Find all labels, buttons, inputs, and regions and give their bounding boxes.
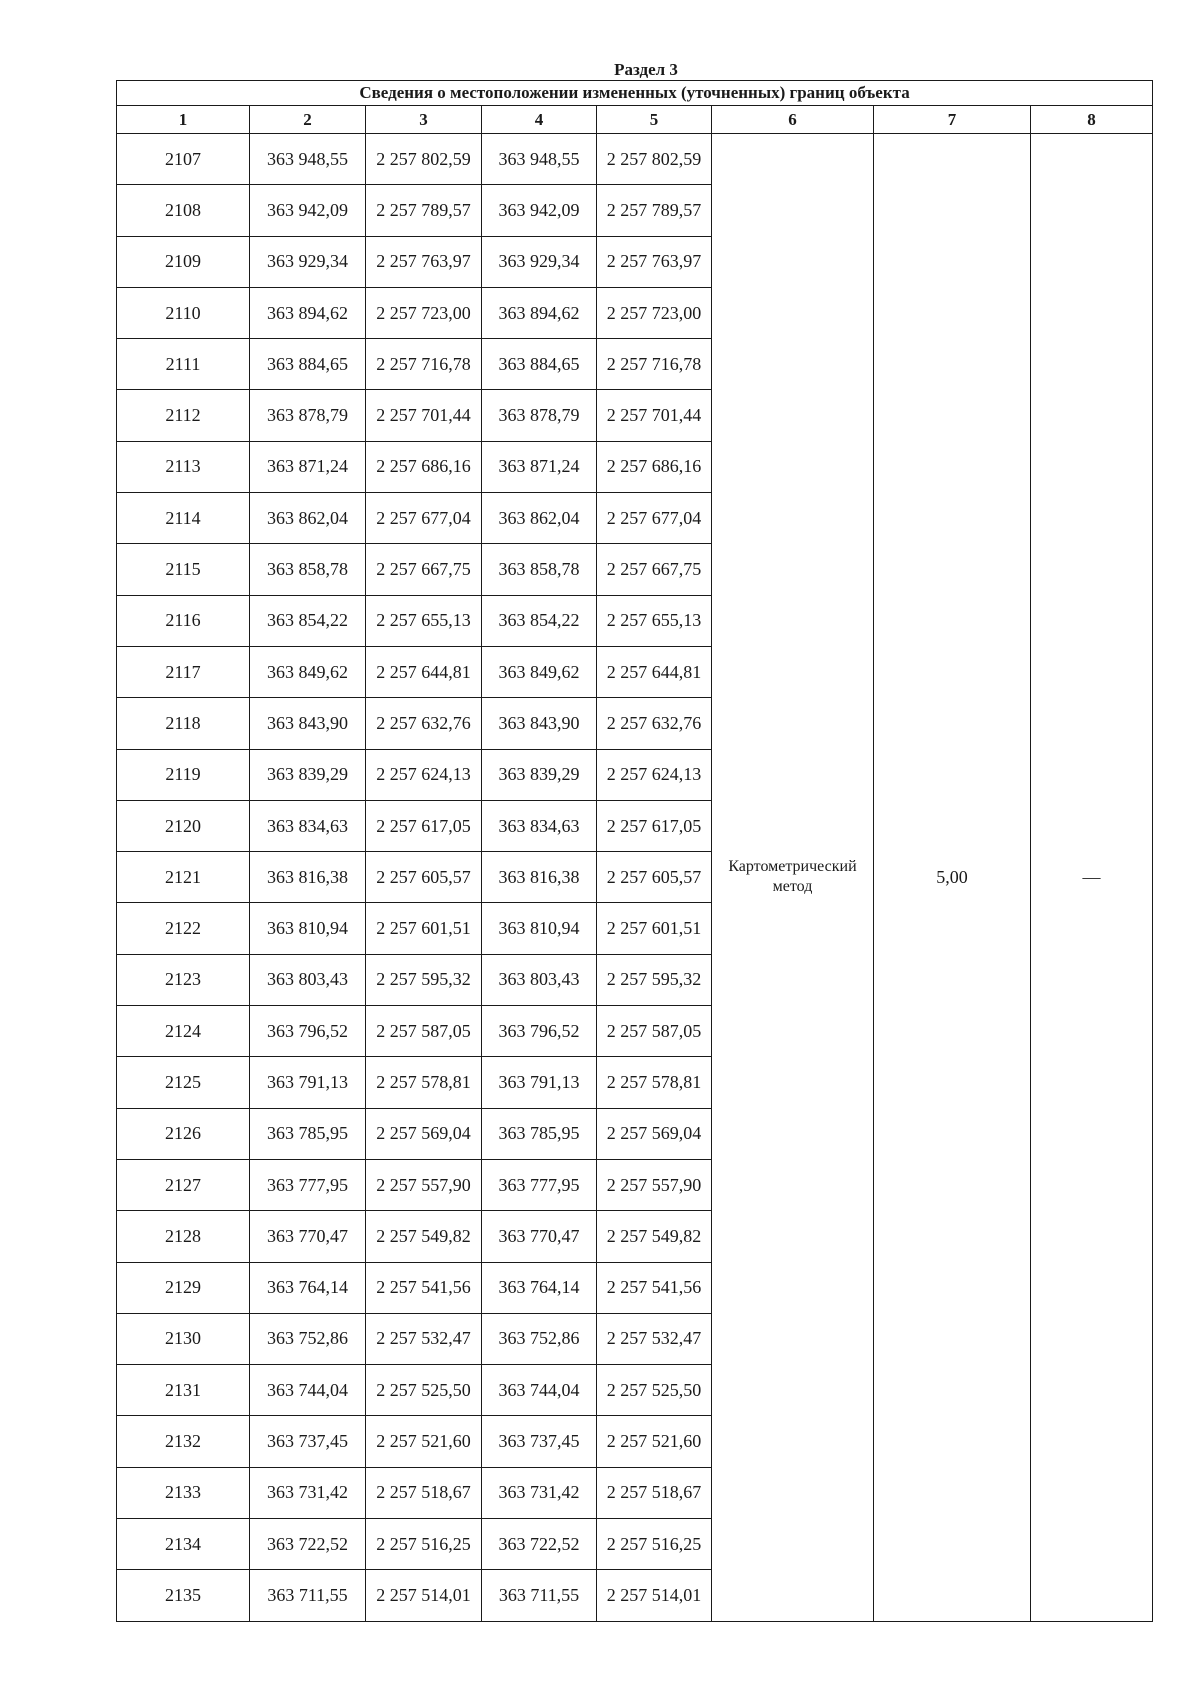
- x-old-cell: 363 803,43: [250, 954, 366, 1005]
- y-new-cell: 2 257 667,75: [597, 544, 712, 595]
- x-new-cell: 363 803,43: [482, 954, 597, 1005]
- x-new-cell: 363 843,90: [482, 698, 597, 749]
- y-old-cell: 2 257 605,57: [366, 852, 482, 903]
- y-new-cell: 2 257 686,16: [597, 441, 712, 492]
- x-old-cell: 363 816,38: [250, 852, 366, 903]
- x-new-cell: 363 862,04: [482, 493, 597, 544]
- x-old-cell: 363 862,04: [250, 493, 366, 544]
- y-old-cell: 2 257 587,05: [366, 1006, 482, 1057]
- y-old-cell: 2 257 516,25: [366, 1519, 482, 1570]
- x-old-cell: 363 929,34: [250, 236, 366, 287]
- section-title: Раздел 3: [614, 60, 678, 79]
- x-new-cell: 363 834,63: [482, 800, 597, 851]
- y-new-cell: 2 257 789,57: [597, 185, 712, 236]
- x-new-cell: 363 785,95: [482, 1108, 597, 1159]
- x-old-cell: 363 722,52: [250, 1519, 366, 1570]
- point-number-cell: 2109: [117, 236, 250, 287]
- point-number-cell: 2117: [117, 646, 250, 697]
- x-old-cell: 363 711,55: [250, 1570, 366, 1621]
- x-old-cell: 363 810,94: [250, 903, 366, 954]
- x-new-cell: 363 764,14: [482, 1262, 597, 1313]
- y-old-cell: 2 257 595,32: [366, 954, 482, 1005]
- table-body: [117, 134, 1153, 1622]
- point-number-cell: 2123: [117, 954, 250, 1005]
- point-number-cell: 2112: [117, 390, 250, 441]
- y-old-cell: 2 257 521,60: [366, 1416, 482, 1467]
- y-old-cell: 2 257 624,13: [366, 749, 482, 800]
- point-number-cell: 2111: [117, 339, 250, 390]
- y-new-cell: 2 257 521,60: [597, 1416, 712, 1467]
- x-new-cell: 363 770,47: [482, 1211, 597, 1262]
- y-new-cell: 2 257 802,59: [597, 134, 712, 185]
- y-new-cell: 2 257 701,44: [597, 390, 712, 441]
- y-new-cell: 2 257 723,00: [597, 287, 712, 338]
- y-new-cell: 2 257 601,51: [597, 903, 712, 954]
- column-number: 2: [250, 106, 366, 134]
- point-number-cell: 2108: [117, 185, 250, 236]
- x-old-cell: 363 737,45: [250, 1416, 366, 1467]
- y-new-cell: 2 257 624,13: [597, 749, 712, 800]
- x-new-cell: 363 894,62: [482, 287, 597, 338]
- y-new-cell: 2 257 541,56: [597, 1262, 712, 1313]
- y-new-cell: 2 257 532,47: [597, 1313, 712, 1364]
- y-old-cell: 2 257 763,97: [366, 236, 482, 287]
- point-number-cell: 2130: [117, 1313, 250, 1364]
- y-old-cell: 2 257 518,67: [366, 1467, 482, 1518]
- column-number: 3: [366, 106, 482, 134]
- point-number-cell: 2124: [117, 1006, 250, 1057]
- point-number-cell: 2121: [117, 852, 250, 903]
- x-old-cell: 363 871,24: [250, 441, 366, 492]
- point-number-cell: 2134: [117, 1519, 250, 1570]
- x-new-cell: 363 722,52: [482, 1519, 597, 1570]
- accuracy-cell: 5,00: [874, 134, 1031, 1622]
- point-number-cell: 2119: [117, 749, 250, 800]
- x-old-cell: 363 843,90: [250, 698, 366, 749]
- x-old-cell: 363 894,62: [250, 287, 366, 338]
- y-new-cell: 2 257 557,90: [597, 1159, 712, 1210]
- point-number-cell: 2116: [117, 595, 250, 646]
- method-cell: Картометрический метод: [712, 134, 874, 1622]
- x-new-cell: 363 878,79: [482, 390, 597, 441]
- y-old-cell: 2 257 578,81: [366, 1057, 482, 1108]
- x-old-cell: 363 791,13: [250, 1057, 366, 1108]
- y-new-cell: 2 257 605,57: [597, 852, 712, 903]
- x-old-cell: 363 752,86: [250, 1313, 366, 1364]
- y-new-cell: 2 257 516,25: [597, 1519, 712, 1570]
- point-number-cell: 2107: [117, 134, 250, 185]
- x-old-cell: 363 942,09: [250, 185, 366, 236]
- y-old-cell: 2 257 617,05: [366, 800, 482, 851]
- column-number: 6: [712, 106, 874, 134]
- y-old-cell: 2 257 557,90: [366, 1159, 482, 1210]
- x-old-cell: 363 849,62: [250, 646, 366, 697]
- x-old-cell: 363 731,42: [250, 1467, 366, 1518]
- point-number-cell: 2132: [117, 1416, 250, 1467]
- x-old-cell: 363 764,14: [250, 1262, 366, 1313]
- x-new-cell: 363 711,55: [482, 1570, 597, 1621]
- x-old-cell: 363 777,95: [250, 1159, 366, 1210]
- y-new-cell: 2 257 763,97: [597, 236, 712, 287]
- x-new-cell: 363 731,42: [482, 1467, 597, 1518]
- x-new-cell: 363 849,62: [482, 646, 597, 697]
- x-new-cell: 363 816,38: [482, 852, 597, 903]
- x-new-cell: 363 752,86: [482, 1313, 597, 1364]
- column-number: 7: [874, 106, 1031, 134]
- y-old-cell: 2 257 601,51: [366, 903, 482, 954]
- point-number-cell: 2115: [117, 544, 250, 595]
- x-old-cell: 363 858,78: [250, 544, 366, 595]
- table-row: [117, 134, 1153, 185]
- x-old-cell: 363 770,47: [250, 1211, 366, 1262]
- point-number-cell: 2131: [117, 1365, 250, 1416]
- x-new-cell: 363 810,94: [482, 903, 597, 954]
- point-number-cell: 2127: [117, 1159, 250, 1210]
- column-number: 8: [1031, 106, 1153, 134]
- y-new-cell: 2 257 569,04: [597, 1108, 712, 1159]
- point-number-cell: 2120: [117, 800, 250, 851]
- y-old-cell: 2 257 525,50: [366, 1365, 482, 1416]
- y-new-cell: 2 257 716,78: [597, 339, 712, 390]
- y-new-cell: 2 257 518,67: [597, 1467, 712, 1518]
- y-new-cell: 2 257 578,81: [597, 1057, 712, 1108]
- point-number-cell: 2114: [117, 493, 250, 544]
- point-number-cell: 2128: [117, 1211, 250, 1262]
- x-old-cell: 363 785,95: [250, 1108, 366, 1159]
- column-number: 1: [117, 106, 250, 134]
- x-new-cell: 363 871,24: [482, 441, 597, 492]
- y-new-cell: 2 257 644,81: [597, 646, 712, 697]
- point-number-cell: 2129: [117, 1262, 250, 1313]
- y-old-cell: 2 257 644,81: [366, 646, 482, 697]
- x-new-cell: 363 839,29: [482, 749, 597, 800]
- point-number-cell: 2133: [117, 1467, 250, 1518]
- x-new-cell: 363 929,34: [482, 236, 597, 287]
- x-new-cell: 363 744,04: [482, 1365, 597, 1416]
- y-new-cell: 2 257 655,13: [597, 595, 712, 646]
- x-new-cell: 363 791,13: [482, 1057, 597, 1108]
- y-old-cell: 2 257 667,75: [366, 544, 482, 595]
- y-new-cell: 2 257 677,04: [597, 493, 712, 544]
- x-new-cell: 363 858,78: [482, 544, 597, 595]
- column8-cell: —: [1031, 134, 1153, 1622]
- point-number-cell: 2110: [117, 287, 250, 338]
- point-number-cell: 2118: [117, 698, 250, 749]
- x-old-cell: 363 744,04: [250, 1365, 366, 1416]
- x-new-cell: 363 796,52: [482, 1006, 597, 1057]
- column-number: 5: [597, 106, 712, 134]
- x-old-cell: 363 878,79: [250, 390, 366, 441]
- boundary-coordinates-table: [116, 80, 1153, 1622]
- y-old-cell: 2 257 655,13: [366, 595, 482, 646]
- y-old-cell: 2 257 532,47: [366, 1313, 482, 1364]
- y-old-cell: 2 257 632,76: [366, 698, 482, 749]
- point-number-cell: 2126: [117, 1108, 250, 1159]
- y-new-cell: 2 257 595,32: [597, 954, 712, 1005]
- point-number-cell: 2122: [117, 903, 250, 954]
- y-old-cell: 2 257 686,16: [366, 441, 482, 492]
- y-old-cell: 2 257 549,82: [366, 1211, 482, 1262]
- x-old-cell: 363 948,55: [250, 134, 366, 185]
- point-number-cell: 2113: [117, 441, 250, 492]
- y-new-cell: 2 257 617,05: [597, 800, 712, 851]
- column-number: 4: [482, 106, 597, 134]
- y-old-cell: 2 257 716,78: [366, 339, 482, 390]
- y-old-cell: 2 257 514,01: [366, 1570, 482, 1621]
- x-old-cell: 363 834,63: [250, 800, 366, 851]
- x-old-cell: 363 796,52: [250, 1006, 366, 1057]
- y-new-cell: 2 257 549,82: [597, 1211, 712, 1262]
- x-new-cell: 363 948,55: [482, 134, 597, 185]
- x-old-cell: 363 884,65: [250, 339, 366, 390]
- x-old-cell: 363 839,29: [250, 749, 366, 800]
- y-new-cell: 2 257 525,50: [597, 1365, 712, 1416]
- y-new-cell: 2 257 514,01: [597, 1570, 712, 1621]
- x-new-cell: 363 777,95: [482, 1159, 597, 1210]
- point-number-cell: 2125: [117, 1057, 250, 1108]
- y-new-cell: 2 257 632,76: [597, 698, 712, 749]
- y-old-cell: 2 257 677,04: [366, 493, 482, 544]
- y-old-cell: 2 257 569,04: [366, 1108, 482, 1159]
- x-new-cell: 363 854,22: [482, 595, 597, 646]
- x-new-cell: 363 884,65: [482, 339, 597, 390]
- y-old-cell: 2 257 789,57: [366, 185, 482, 236]
- y-old-cell: 2 257 723,00: [366, 287, 482, 338]
- y-new-cell: 2 257 587,05: [597, 1006, 712, 1057]
- y-old-cell: 2 257 541,56: [366, 1262, 482, 1313]
- y-old-cell: 2 257 802,59: [366, 134, 482, 185]
- x-new-cell: 363 942,09: [482, 185, 597, 236]
- x-new-cell: 363 737,45: [482, 1416, 597, 1467]
- point-number-cell: 2135: [117, 1570, 250, 1621]
- table-caption: Сведения о местоположении измененных (уточненных) границ объекта: [117, 81, 1153, 106]
- y-old-cell: 2 257 701,44: [366, 390, 482, 441]
- x-old-cell: 363 854,22: [250, 595, 366, 646]
